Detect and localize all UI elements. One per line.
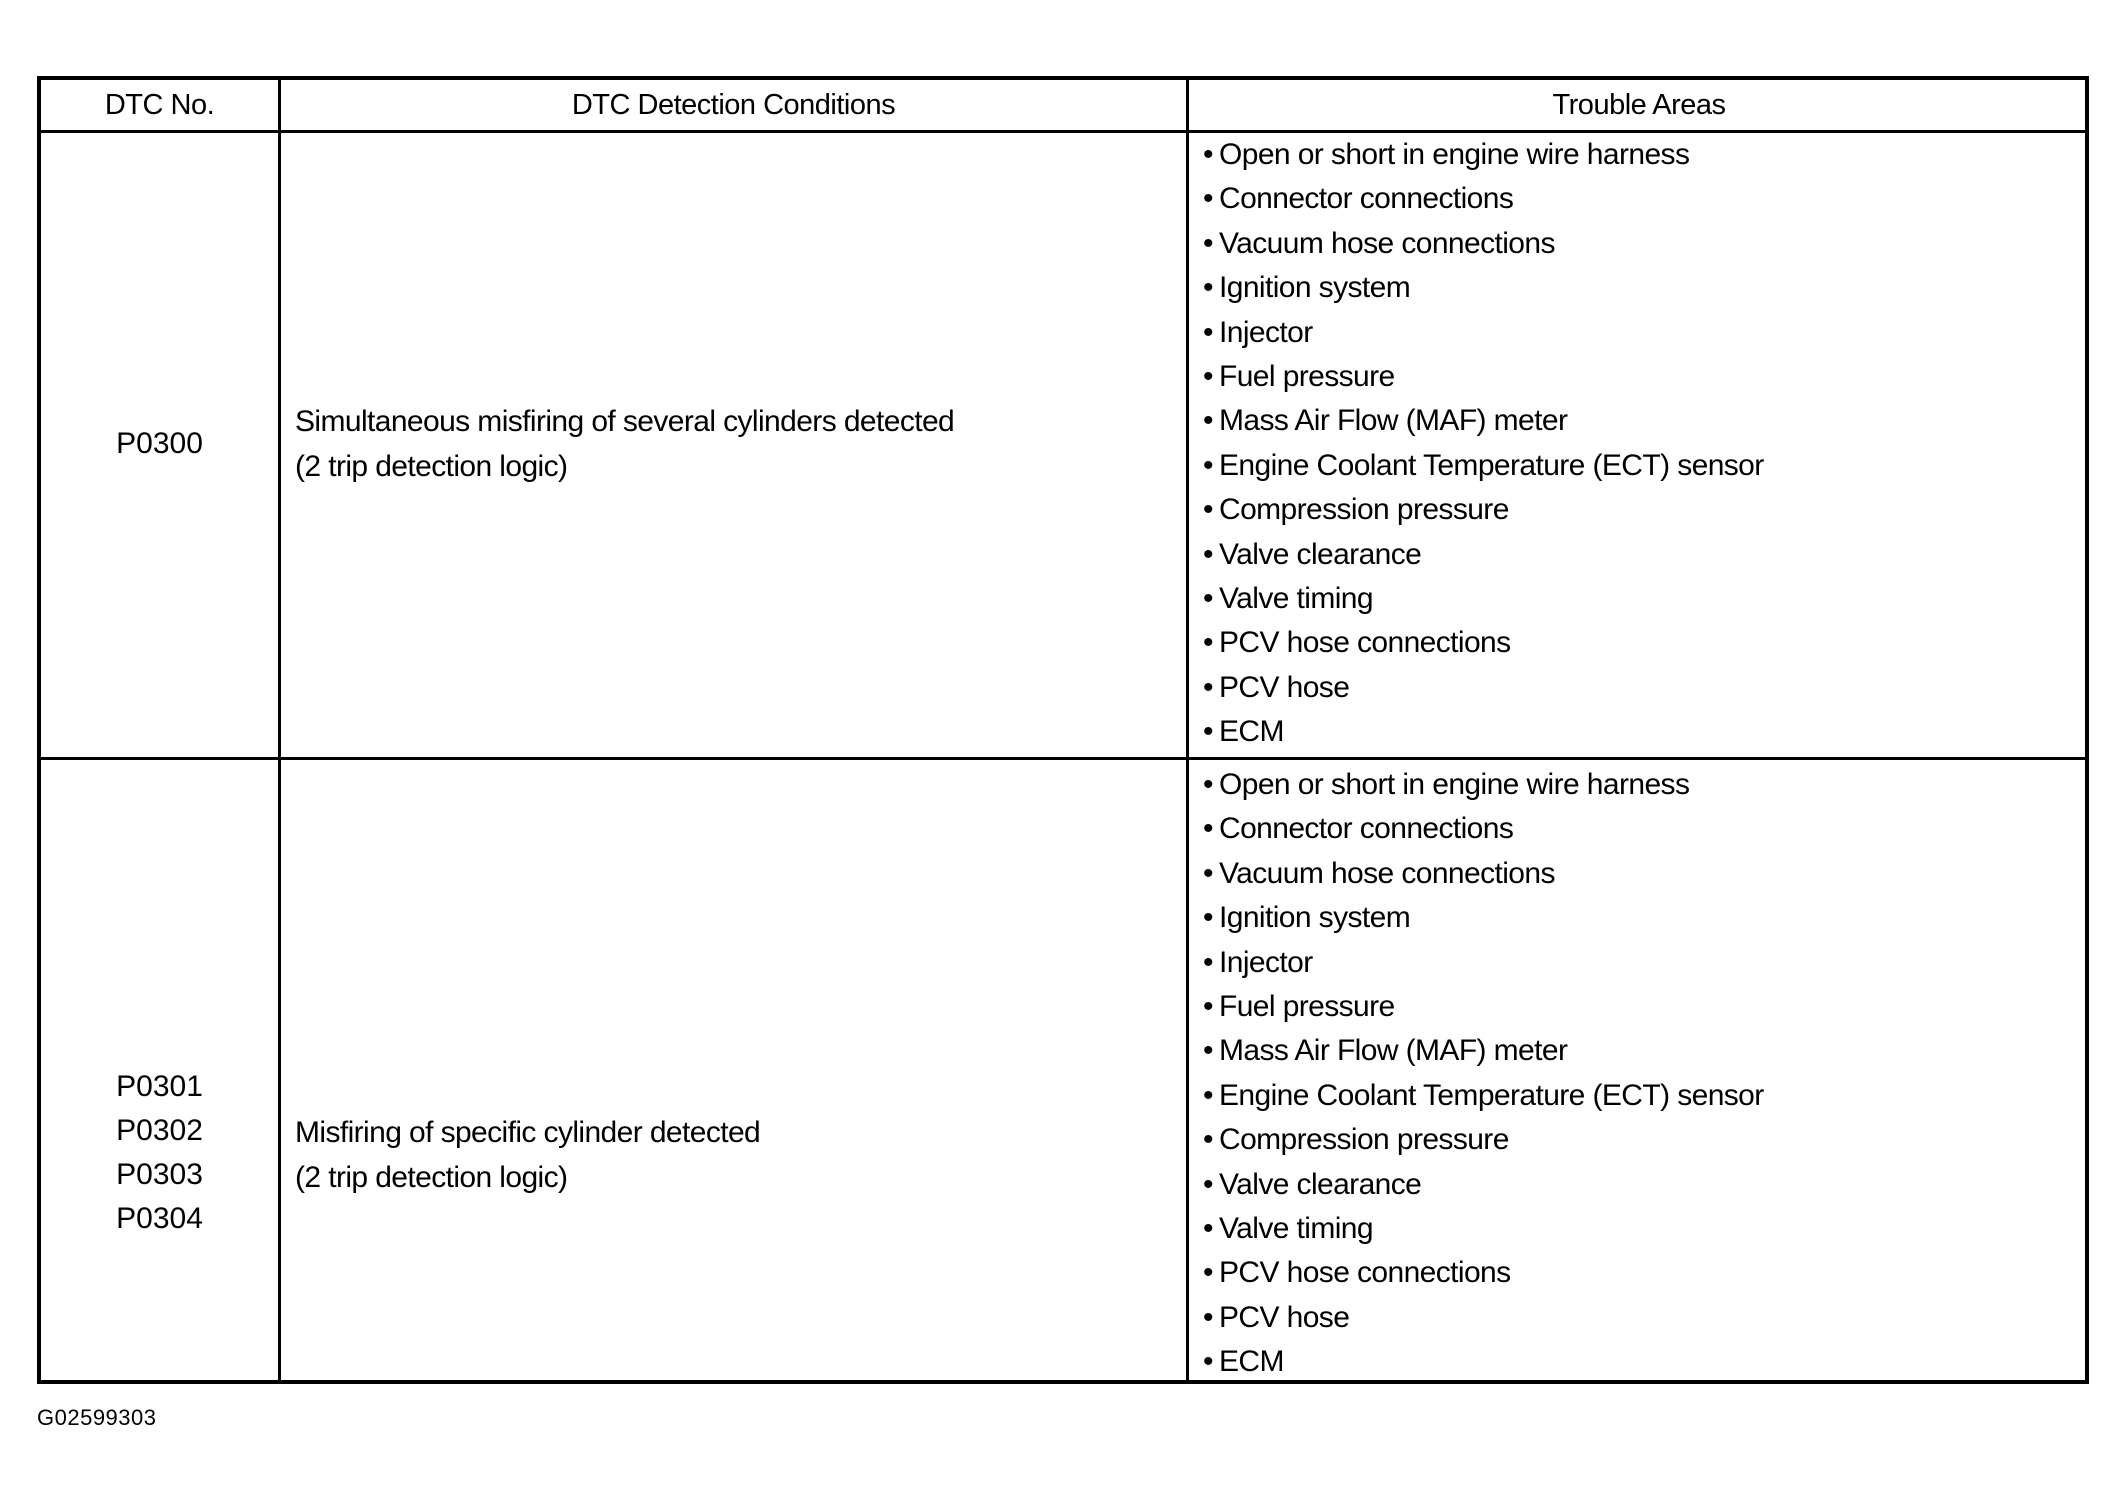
trouble-area-item <box>1203 577 2083 621</box>
bullet-icon: • <box>1203 138 1213 171</box>
trouble-area-item <box>1203 1340 2083 1384</box>
trouble-area-text: Valve clearance <box>1219 537 1422 571</box>
bullet-icon: • <box>1203 315 1213 349</box>
bullet-icon: • <box>1203 360 1213 394</box>
bullet-icon: • <box>1203 226 1213 260</box>
row-1-trouble-areas <box>1203 133 2083 755</box>
trouble-area-item <box>1203 1029 2083 1073</box>
bullet-icon: • <box>1203 1345 1213 1379</box>
dtc-code: P0302 <box>116 1114 203 1147</box>
trouble-area-text: Injector <box>1219 945 1313 979</box>
trouble-area-text: Engine Coolant Temperature (ECT) sensor <box>1219 1078 1764 1112</box>
trouble-area-text: PCV hose <box>1219 670 1350 704</box>
bullet-icon: • <box>1203 582 1213 616</box>
row-2-trouble-areas <box>1203 763 2083 1385</box>
bullet-icon: • <box>1203 670 1213 704</box>
trouble-area-item <box>1203 710 2083 754</box>
trouble-area-text: Valve clearance <box>1219 1167 1422 1201</box>
bullet-icon: • <box>1203 1123 1213 1157</box>
trouble-area-text: Ignition system <box>1219 271 1411 305</box>
trouble-area-item <box>1203 533 2083 577</box>
dtc-code: P0301 <box>116 1070 203 1103</box>
trouble-area-item <box>1203 666 2083 710</box>
trouble-area-item <box>1203 1074 2083 1118</box>
trouble-area-item <box>1203 266 2083 310</box>
figure-id: G02599303 <box>37 1405 157 1430</box>
condition-line: (2 trip detection logic) <box>295 1161 568 1194</box>
trouble-area-item <box>1203 1163 2083 1207</box>
condition-line: Misfiring of specific cylinder detected <box>295 1116 761 1149</box>
bullet-icon: • <box>1203 901 1213 935</box>
trouble-area-text: Open or short in engine wire harness <box>1219 768 1690 801</box>
dtc-code: P0300 <box>116 427 203 460</box>
bullet-icon: • <box>1203 271 1213 305</box>
trouble-area-item <box>1203 399 2083 443</box>
trouble-area-item <box>1203 807 2083 851</box>
column-divider <box>1186 80 1189 1380</box>
trouble-area-text: PCV hose connections <box>1219 626 1511 660</box>
trouble-area-text: Injector <box>1219 315 1313 349</box>
trouble-area-item <box>1203 311 2083 355</box>
bullet-icon: • <box>1203 448 1213 482</box>
dtc-code: P0304 <box>116 1202 203 1235</box>
trouble-area-item <box>1203 222 2083 266</box>
bullet-icon: • <box>1203 1167 1213 1201</box>
bullet-icon: • <box>1203 404 1213 438</box>
column-divider <box>278 80 281 1380</box>
trouble-area-text: ECM <box>1219 1345 1284 1379</box>
trouble-area-text: PCV hose connections <box>1219 1256 1511 1290</box>
trouble-area-text: Ignition system <box>1219 901 1411 935</box>
trouble-area-item <box>1203 177 2083 221</box>
row-1-dtc-codes <box>41 422 278 466</box>
row-2-detection-conditions <box>295 1110 1175 1200</box>
bullet-icon: • <box>1203 945 1213 979</box>
trouble-area-text: PCV hose <box>1219 1300 1350 1334</box>
trouble-area-item <box>1203 133 2083 177</box>
dtc-table <box>37 76 2089 1384</box>
trouble-area-item <box>1203 763 2083 807</box>
trouble-area-text: Valve timing <box>1219 582 1373 616</box>
trouble-area-text: Vacuum hose connections <box>1219 856 1555 890</box>
trouble-area-item <box>1203 941 2083 985</box>
bullet-icon: • <box>1203 856 1213 890</box>
bullet-icon: • <box>1203 537 1213 571</box>
trouble-area-item <box>1203 355 2083 399</box>
bullet-icon: • <box>1203 182 1213 216</box>
trouble-area-text: ECM <box>1219 715 1284 749</box>
header-trouble-areas: Trouble Areas <box>1552 89 1726 121</box>
trouble-area-item <box>1203 444 2083 488</box>
trouble-area-text: Mass Air Flow (MAF) meter <box>1219 1034 1568 1068</box>
trouble-area-text: Mass Air Flow (MAF) meter <box>1219 404 1568 438</box>
condition-line: Simultaneous misfiring of several cylinders detected <box>295 405 955 438</box>
trouble-area-text: Compression pressure <box>1219 493 1509 527</box>
bullet-icon: • <box>1203 1256 1213 1290</box>
row-divider <box>41 757 2085 760</box>
trouble-area-text: Connector connections <box>1219 812 1514 846</box>
trouble-area-item <box>1203 1118 2083 1162</box>
bullet-icon: • <box>1203 715 1213 749</box>
dtc-code: P0303 <box>116 1158 203 1191</box>
trouble-area-text: Connector connections <box>1219 182 1514 216</box>
bullet-icon: • <box>1203 812 1213 846</box>
trouble-area-item <box>1203 896 2083 940</box>
row-2-dtc-codes <box>41 1065 278 1241</box>
trouble-area-item <box>1203 985 2083 1029</box>
trouble-area-text: Vacuum hose connections <box>1219 226 1555 260</box>
bullet-icon: • <box>1203 1078 1213 1112</box>
bullet-icon: • <box>1203 1034 1213 1068</box>
bullet-icon: • <box>1203 493 1213 527</box>
header-detection-conditions: DTC Detection Conditions <box>571 89 896 121</box>
trouble-area-item <box>1203 621 2083 665</box>
header-dtc-no: DTC No. <box>104 89 215 121</box>
bullet-icon: • <box>1203 1300 1213 1334</box>
condition-line: (2 trip detection logic) <box>295 450 568 483</box>
trouble-area-text: Compression pressure <box>1219 1123 1509 1157</box>
trouble-area-item <box>1203 1207 2083 1251</box>
trouble-area-item <box>1203 488 2083 532</box>
trouble-area-item <box>1203 1251 2083 1295</box>
trouble-area-text: Open or short in engine wire harness <box>1219 138 1690 171</box>
bullet-icon: • <box>1203 1212 1213 1246</box>
bullet-icon: • <box>1203 990 1213 1024</box>
trouble-area-item <box>1203 852 2083 896</box>
trouble-area-text: Fuel pressure <box>1219 360 1395 394</box>
trouble-area-text: Valve timing <box>1219 1212 1373 1246</box>
trouble-area-text: Fuel pressure <box>1219 990 1395 1024</box>
trouble-area-text: Engine Coolant Temperature (ECT) sensor <box>1219 448 1764 482</box>
bullet-icon: • <box>1203 626 1213 660</box>
trouble-area-item <box>1203 1296 2083 1340</box>
row-1-detection-conditions <box>295 399 1175 489</box>
bullet-icon: • <box>1203 768 1213 801</box>
